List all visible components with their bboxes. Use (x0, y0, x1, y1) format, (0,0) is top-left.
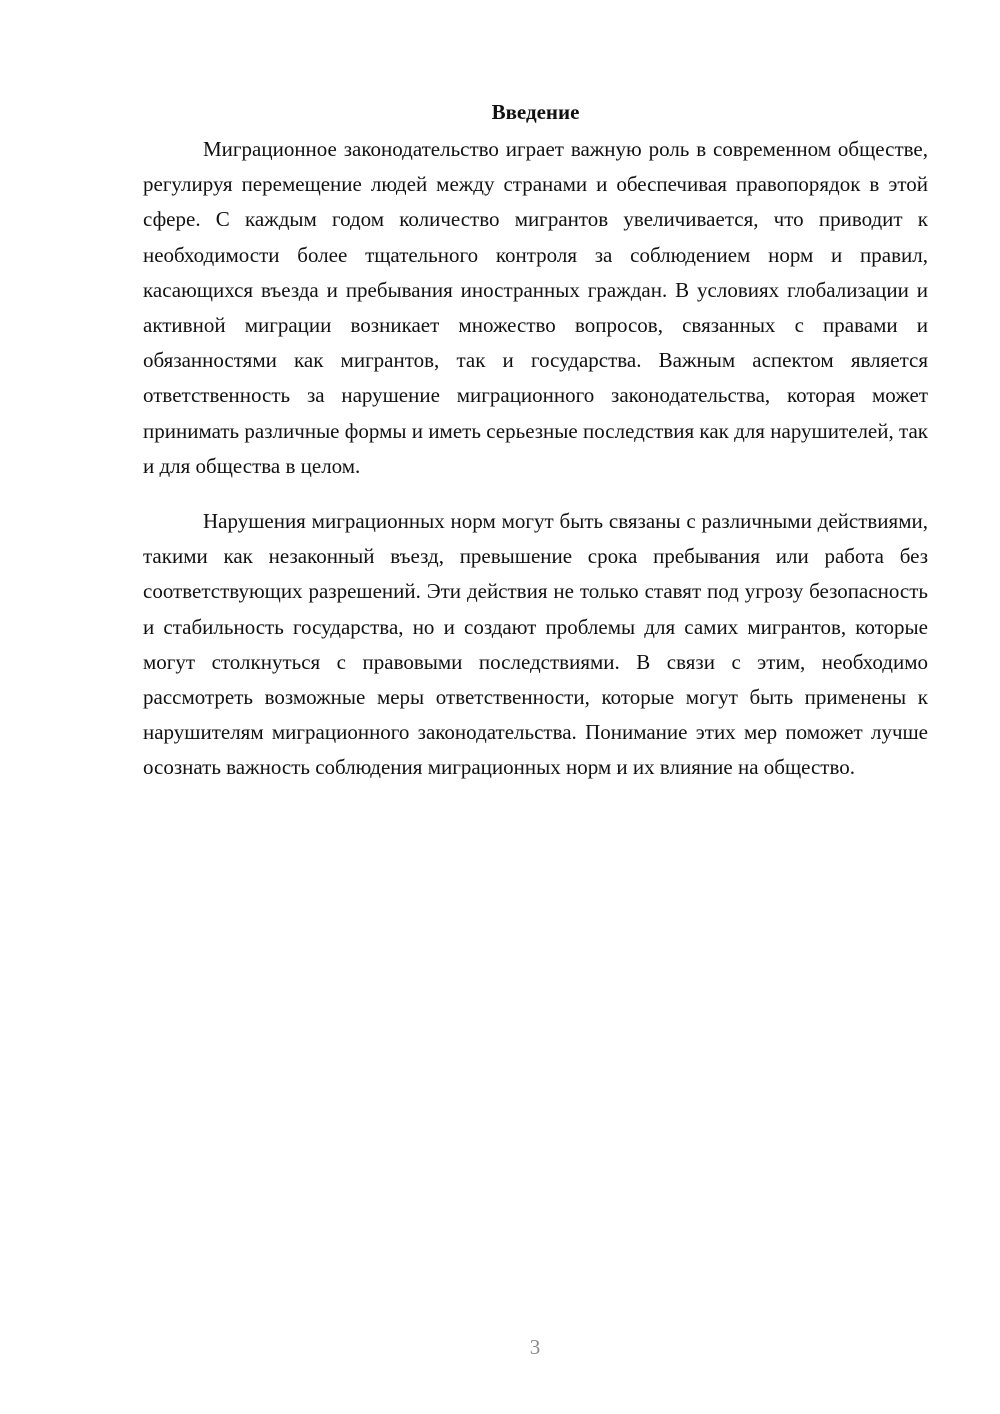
page-number: 3 (529, 1335, 541, 1359)
page-content (143, 98, 928, 786)
section-heading: Введение (491, 100, 580, 124)
paragraph-1: Миграционное законодательство играет важную роль в современном обществе, регулируя перемещение людей между странами и обеспечивая правопорядок в этой сфере. С каждым годом количество мигрантов увеличивается, что приводит к необходимости более тщательного контроля за соблюдением норм и правил, касающихся въезда и пребывания иностранных граждан. В условиях глобализации и активной миграции возникает множество вопросов, связанных с правами и обязанностями как мигрантов, так и государства. Важным аспектом является ответственность за нарушение миграционного законодательства, которая может принимать различные формы и иметь серьезные последствия как для нарушителей, так и для общества в целом. (143, 137, 928, 478)
paragraph-2: Нарушения миграционных норм могут быть связаны с различными действиями, такими как незаконный въезд, превышение срока пребывания или работа без соответствующих разрешений. Эти действия не только ставят под угрозу безопасность и стабильность государства, но и создают проблемы для самих мигрантов, которые могут столкнуться с правовыми последствиями. В связи с этим, необходимо рассмотреть возможные меры ответственности, которые могут быть применены к нарушителям миграционного законодательства. Понимание этих мер поможет лучше осознать важность соблюдения миграционных норм и их влияние на общество. (143, 509, 928, 780)
